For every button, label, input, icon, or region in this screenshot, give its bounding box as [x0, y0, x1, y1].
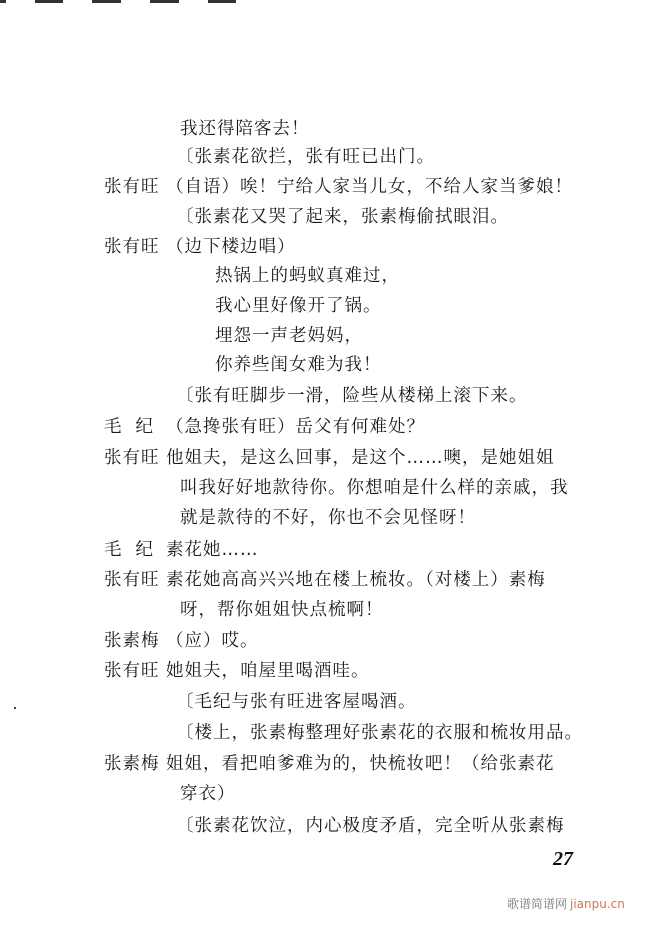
verse-line: 我心里好像开了锅。: [215, 296, 382, 316]
stage-direction: 〔毛纪与张有旺进客屋喝酒。: [176, 692, 417, 712]
verse-line: 热锅上的蚂蚁真难过，: [215, 266, 400, 286]
dialogue-continuation: 叫我好好地款待你。你想咱是什么样的亲戚，我: [180, 478, 569, 498]
dialogue-continuation: 穿衣）: [180, 784, 236, 804]
top-rule: [35, 0, 63, 3]
speaker-name: 张有旺: [104, 448, 160, 468]
dialogue-continuation: 呀，帮你姐姐快点梳啊！: [180, 600, 384, 620]
dialogue-line: 素花她……: [166, 540, 259, 560]
watermark-cn: 歌谱简谱网: [507, 897, 568, 911]
watermark-en: jianpu.cn: [570, 897, 625, 911]
stage-direction: 〔张素花又哭了起来，张素梅偷拭眼泪。: [176, 207, 509, 227]
dialogue-line: （急搀张有旺）岳父有何难处？: [166, 417, 425, 437]
stage-direction: 〔张素花饮泣，内心极度矛盾，完全听从张素梅: [176, 816, 565, 836]
dialogue-line: 素花她高高兴兴地在楼上梳妆。（对楼上）素梅: [166, 570, 546, 590]
verse-line: 埋怨一声老妈妈，: [215, 326, 363, 346]
dialogue-line: 他姐夫，是这么回事，是这个……噢，是她姐姐: [166, 448, 555, 468]
top-rule: [208, 0, 236, 3]
dialogue-line: （边下楼边唱）: [166, 237, 296, 257]
speaker-name: 毛纪: [104, 540, 167, 560]
dialogue-continuation: 我还得陪客去！: [180, 119, 310, 139]
dialogue-line: 姐姐，看把咱爹难为的，快梳妆吧！（给张素花: [166, 754, 555, 774]
dialogue-line: （自语）唉！宁给人家当儿女，不给人家当爹娘！: [166, 177, 573, 197]
dialogue-continuation: 就是款待的不好，你也不会见怪呀！: [180, 508, 476, 528]
stage-direction: 〔张有旺脚步一滑，险些从楼梯上滚下来。: [176, 386, 528, 406]
top-rule: [92, 0, 121, 3]
speaker-name: 张素梅: [104, 754, 160, 774]
speaker-name: 张素梅: [104, 631, 160, 651]
verse-line: 你养些闺女难为我！: [215, 355, 382, 375]
top-rule: [0, 0, 6, 3]
dialogue-line: 她姐夫，咱屋里喝酒哇。: [166, 661, 370, 681]
speaker-name: 张有旺: [104, 661, 160, 681]
scan-speck: [14, 707, 16, 709]
dialogue-line: （应）哎。: [166, 631, 259, 651]
speaker-name: 张有旺: [104, 177, 160, 197]
top-rule: [150, 0, 179, 3]
stage-direction: 〔楼上，张素梅整理好张素花的衣服和梳妆用品。: [176, 723, 583, 743]
page-number: 27: [553, 848, 573, 870]
stage-direction: 〔张素花欲拦，张有旺已出门。: [176, 147, 435, 167]
watermark: [507, 895, 625, 912]
speaker-name: 张有旺: [104, 570, 160, 590]
speaker-name: 毛纪: [104, 417, 167, 437]
speaker-name: 张有旺: [104, 237, 160, 257]
